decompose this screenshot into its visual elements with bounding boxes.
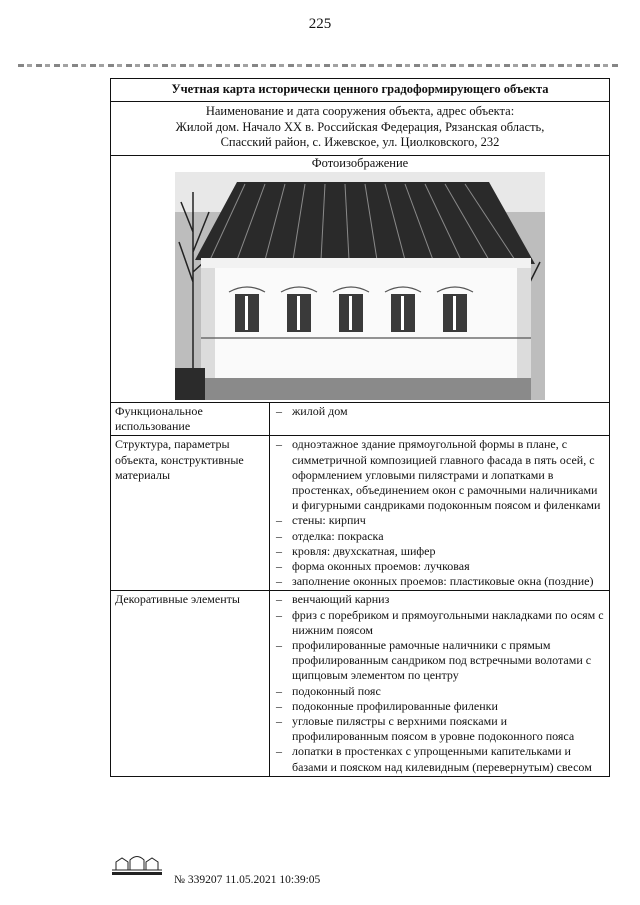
value-list	[274, 404, 605, 419]
table-row	[111, 436, 609, 591]
list-item: – отделка: покраска	[274, 529, 605, 544]
table-row	[111, 591, 609, 776]
list-item: – стены: кирпич	[274, 513, 605, 528]
list-item: – фриз с поребриком и прямоугольными накладками по осям с нижним поясом	[274, 608, 605, 638]
registry-logo-icon	[108, 852, 166, 878]
value-list	[274, 592, 605, 774]
row-label: Декоративные элементы	[111, 591, 270, 776]
row-label: Функциональное использование	[111, 403, 270, 436]
attributes-table	[111, 403, 609, 776]
list-item: – подоконные профилированные филенки	[274, 699, 605, 714]
list-item: – венчающий карниз	[274, 592, 605, 607]
scan-artifact-line	[18, 64, 618, 67]
building-photo	[175, 172, 545, 400]
photo-block	[111, 156, 609, 403]
list-item: – форма оконных проемов: лучковая	[274, 559, 605, 574]
value-list	[274, 437, 605, 589]
list-item: – профилированные рамочные наличники с прямым профилированным сандриком под встречными волотами с щипцовым элементом по центру	[274, 638, 605, 684]
list-item: – одноэтажное здание прямоугольной формы в плане, с симметричной композицией главного фасада в пять осей, с оформлением угловыми пилястрами и лопатками в простенках, объединением окон с рамочными наличниками и фигурными сандриками подоконным поясом и филенками	[274, 437, 605, 513]
page-number: 225	[308, 16, 332, 32]
table-row	[111, 403, 609, 436]
document-stamp: № 339207 11.05.2021 10:39:05	[174, 874, 321, 886]
list-item: – заполнение оконных проемов: пластиковые окна (поздние)	[274, 574, 605, 589]
list-item: – подоконный пояс	[274, 684, 605, 699]
object-header	[111, 102, 609, 156]
list-item: – угловые пилястры с верхними поясками и профилированным поясом в уровне подоконного пояса	[274, 714, 605, 744]
row-label: Структура, параметры объекта, конструктивные материалы	[111, 436, 270, 591]
registration-card	[110, 78, 610, 777]
card-title: Учетная карта исторически ценного градоформирующего объекта	[111, 79, 609, 102]
photo-caption: Фотоизображение	[311, 155, 409, 170]
list-item: – кровля: двухскатная, шифер	[274, 544, 605, 559]
row-value	[270, 436, 610, 591]
list-item: – жилой дом	[274, 404, 605, 419]
header-line: Спасский район, с. Ижевское, ул. Циолковского, 232	[220, 135, 500, 150]
row-value	[270, 403, 610, 436]
header-line: Жилой дом. Начало XX в. Российская Федерация, Рязанская область,	[175, 119, 545, 134]
list-item: – лопатки в простенках с упрощенными капительками и базами и пояском над килевидным (перевернутым) свесом	[274, 744, 605, 774]
header-line: Наименование и дата сооружения объекта, адрес объекта:	[205, 104, 515, 119]
row-value	[270, 591, 610, 776]
